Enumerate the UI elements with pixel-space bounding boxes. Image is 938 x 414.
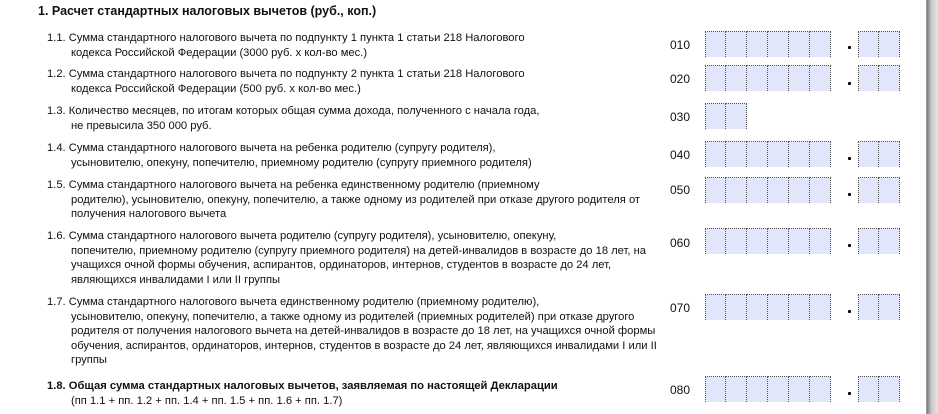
item-1-3 [47,104,657,133]
decimal-point [848,244,851,247]
item-text: Сумма стандартного налогового вычета на ребенка родителю (супругу родителя), [68,142,496,154]
item-text: Сумма стандартного налогового вычета родителю (супругу родителя), усыновителю, опекуну, [68,230,557,242]
line-code-070: 070 [670,301,691,315]
line-code-020: 020 [670,72,691,86]
item-text: Сумма стандартного налогового вычета по подпункту 2 пункта 1 статьи 218 Налогового [68,68,525,80]
item-number: 1.7. [47,296,66,308]
decimal-point [848,157,851,160]
item-text-continued: усыновителю, опекуну, попечителю, а также одному из родителей (приемных родителей) при отказе другого родителя от получения налогового вычета на детей-инвалидов в возрасте до 18 лет, на учащихся очной формы обучения, аспирантов, ординаторов, интернов, студентов в возрасте до 24 лет, являющихся инвалидами I или II группы [71,310,657,366]
item-1-8 [47,379,657,408]
line-code-040: 040 [670,148,691,162]
decimal-point [848,392,851,395]
item-1-2 [47,67,657,96]
item-number: 1.2. [47,68,66,80]
item-text-continued: кодекса Российской Федерации (3000 руб. х кол-во мес.) [71,46,368,59]
item-text-continued: попечителю, приемному родителю (супругу приемного родителя) на детей-инвалидов в возрасте до 18 лет, на учащихся очной формы обучения, аспирантов, ординаторов, интернов, студентов в возрасте до 24 лет, являющихся инвалидами I или II группы [71,244,647,286]
field-040-kopecks[interactable] [858,141,900,167]
field-010-rubles[interactable] [705,31,831,57]
item-number: 1.6. [47,230,66,242]
decimal-point [848,310,851,313]
item-1-1 [47,31,657,60]
item-text: Сумма стандартного налогового вычета по подпункту 1 пункта 1 статьи 218 Налогового [68,32,525,44]
item-number: 1.1. [47,32,66,44]
line-code-080: 080 [670,383,691,397]
item-number: 1.8. [47,380,66,392]
page-edge-shadow [927,0,938,414]
field-020-rubles[interactable] [705,65,831,91]
field-080-kopecks[interactable] [858,376,900,402]
decimal-point [848,46,851,49]
field-040-rubles[interactable] [705,141,831,167]
field-080-rubles[interactable] [705,376,831,402]
item-number: 1.3. [47,105,66,117]
item-1-7 [47,295,657,368]
line-code-030: 030 [670,110,691,124]
item-text: Общая сумма стандартных налоговых вычетов, заявляемая по настоящей Декларации [68,380,558,392]
field-050-kopecks[interactable] [858,177,900,203]
line-code-060: 060 [670,236,691,250]
item-text: Количество месяцев, по итогам которых общая сумма дохода, полученного с начала года, [68,105,540,117]
item-text: Сумма стандартного налогового вычета единственному родителю (приемному родителю), [68,296,540,308]
item-text: Сумма стандартного налогового вычета на ребенка единственному родителю (приемному [68,179,540,191]
item-number: 1.4. [47,142,66,154]
item-number: 1.5. [47,179,66,191]
line-code-050: 050 [670,183,691,197]
item-text-continued: усыновителю, опекуну, попечителю, приемному родителю (супругу приемного родителя) [71,156,532,169]
item-text-continued: родителю), усыновителю, опекуну, попечителю, а также одному из родителей при отказе другого родителя от получения налогового вычета [71,193,641,220]
decimal-point [848,193,851,196]
section-title: 1. Расчет стандартных налоговых вычетов (руб., коп.) [38,4,377,18]
field-030-months[interactable] [705,103,747,129]
item-text-continued: не превысила 350 000 руб. [71,119,212,132]
field-070-rubles[interactable] [705,294,831,320]
item-text-continued: (пп 1.1 + пп. 1.2 + пп. 1.4 + пп. 1.5 + пп. 1.6 + пп. 1.7) [71,394,343,407]
field-010-kopecks[interactable] [858,31,900,57]
field-020-kopecks[interactable] [858,65,900,91]
item-1-5 [47,178,657,222]
item-1-4 [47,141,657,170]
field-070-kopecks[interactable] [858,294,900,320]
decimal-point [848,82,851,85]
item-text-continued: кодекса Российской Федерации (500 руб. х кол-во мес.) [71,82,361,95]
line-code-010: 010 [670,38,691,52]
field-060-rubles[interactable] [705,228,831,254]
field-060-kopecks[interactable] [858,228,900,254]
field-050-rubles[interactable] [705,177,831,203]
item-1-6 [47,229,657,287]
